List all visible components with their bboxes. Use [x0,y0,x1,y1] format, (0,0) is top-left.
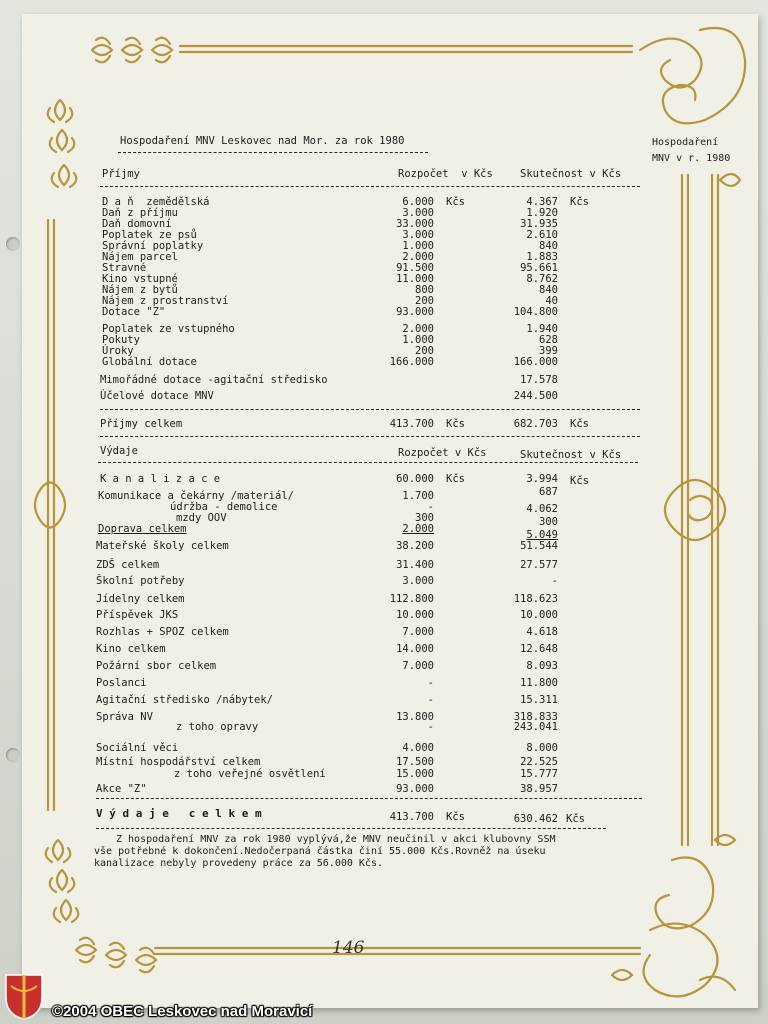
income-row-label: Správní poplatky [102,240,204,252]
income-row-label: Účelové dotace MNV [100,390,214,402]
expense-row-budget: 15.000 [396,768,434,780]
income-row-actual: 4.367 [526,196,558,208]
income-row-actual: 104.800 [513,306,558,318]
expense-total-label: V ý d a j e c e l k e m [96,807,262,820]
expense-row-label: Rozhlas + SPOZ celkem [96,626,229,638]
expense-row-actual: 8.093 [526,660,558,672]
income-row-label: Pokuty [102,334,140,346]
expense-row-actual: 3.994 [526,473,558,485]
expense-row-actual: 4.062 [526,503,558,515]
income-header-rule [100,186,640,187]
expense-row-label: mzdy OOV [176,512,227,524]
income-row-budget: 800 [415,284,434,296]
note-line-1: Z hospodaření MNV za rok 1980 vyplývá,že MNV neučinil v akci klubovny SSM [116,834,556,845]
income-row-label: Poplatek ze psů [102,229,197,241]
expense-row-label: Poslanci [96,677,147,689]
income-row-label: Kino vstupné [102,273,178,285]
income-row-label: Nájem z prostranství [102,295,229,307]
income-row-budget: 200 [415,295,434,307]
expense-row-budget: 7.000 [402,626,434,638]
expense-row-budget: 13.800 [396,711,434,723]
coat-of-arms-icon [3,972,47,1020]
income-header-budget: Rozpočet v Kčs [398,168,493,180]
expense-row-actual: 15.311 [520,694,558,706]
expense-total-rule-top [96,798,642,799]
expense-row-budget-currency: Kčs [446,473,465,485]
income-row-actual: 840 [539,240,558,252]
income-row-label: Nájem z bytů [102,284,178,296]
expense-row-budget: 10.000 [396,609,434,621]
income-row-actual: 31.935 [520,218,558,230]
income-row-actual: 8.762 [526,273,558,285]
document-title: Hospodaření MNV Leskovec nad Mor. za rok 1980 [120,135,405,147]
page-number: 146 [332,938,365,958]
income-row-budget-currency: Kčs [446,196,465,208]
expense-row-label: Požární sbor celkem [96,660,217,672]
income-row-actual: 1.883 [526,251,558,263]
income-row-actual: 244.500 [513,390,558,402]
income-row-budget: 93.000 [396,306,434,318]
expense-row-budget: 38.200 [396,540,434,552]
expense-row-budget: 1.700 [402,490,434,502]
income-header-actual: Skutečnost v Kčs [520,168,622,180]
expense-row-label: Sociální věci [96,742,179,754]
income-row-budget: 3.000 [402,207,434,219]
expense-row-label: Místní hospodářství celkem [96,756,261,768]
expense-row-budget: 93.000 [396,783,434,795]
expense-total-actual: 630.462 [513,813,558,825]
income-row-budget: 1.000 [402,240,434,252]
income-row-label: Úroky [102,345,134,357]
expense-row-label: Příspěvek JKS [96,609,179,621]
expense-total-rule-bottom [96,828,606,829]
expense-header-budget: Rozpočet v Kčs [398,447,487,459]
expense-header-label: Výdaje [100,445,138,457]
expense-row-actual: 687 [539,486,558,498]
expense-row-label: údržba - demolice [170,501,278,513]
expense-row-actual: 118.623 [513,593,558,605]
income-row-actual: 399 [539,345,558,357]
expense-row-label: Školní potřeby [96,575,185,587]
income-total-actual: 682.703 [513,418,558,430]
expense-row-budget: 17.500 [396,756,434,768]
expense-row-label: Správa NV [96,711,153,723]
expense-row-budget: - [427,694,434,706]
income-total-actual-currency: Kčs [570,418,589,430]
expense-row-label: Komunikace a čekárny /materiál/ [98,490,294,502]
income-row-label: Daň z příjmu [102,207,178,219]
expense-row-label: Mateřské školy celkem [96,540,229,552]
income-row-actual: 2.610 [526,229,558,241]
income-row-budget: 200 [415,345,434,357]
income-row-label: Nájem parcel [102,251,178,263]
side-heading-line2: MNV v r. 1980 [652,153,731,164]
income-row-actual: 840 [539,284,558,296]
expense-row-label: z toho veřejné osvětlení [174,768,326,780]
income-row-budget: 1.000 [402,334,434,346]
income-row-budget: 2.000 [402,323,434,335]
expense-row-actual: 51.544 [520,540,558,552]
expense-row-budget: 4.000 [402,742,434,754]
expense-row-actual: 15.777 [520,768,558,780]
expense-row-actual: 10.000 [520,609,558,621]
expense-row-label: K a n a l i z a c e [100,473,221,485]
expense-row-label: Doprava celkem [98,523,187,535]
expense-row-budget: - [427,501,434,513]
expense-row-actual: 27.577 [520,559,558,571]
expense-row-actual: - [551,575,558,587]
income-row-actual-currency: Kčs [570,196,589,208]
expense-row-budget: 2.000 [402,523,434,535]
income-row-actual: 166.000 [513,356,558,368]
copyright-footer: ©2004 OBEC Leskovec nad Moravicí [52,1003,313,1020]
expense-total-actual-currency: Kčs [566,813,585,825]
income-total-rule-top [100,409,640,410]
expense-header-rule [98,462,638,463]
expense-row-budget: 14.000 [396,643,434,655]
income-header-label: Příjmy [102,168,140,180]
title-underline [118,152,428,153]
expense-row-label: Jídelny celkem [96,593,185,605]
expense-row-budget: 3.000 [402,575,434,587]
expense-header-actual: Skutečnost v Kčs [520,449,622,461]
income-row-actual: 1.940 [526,323,558,335]
expense-row-budget: - [427,677,434,689]
expense-row-actual: 243.041 [513,721,558,733]
expense-row-label: Agitační středisko /nábytek/ [96,694,274,706]
expense-total-budget-currency: Kčs [446,811,465,823]
income-row-actual: 628 [539,334,558,346]
income-row-actual: 17.578 [520,374,558,386]
expense-row-actual: 11.800 [520,677,558,689]
expense-row-actual-currency: Kčs [570,475,589,487]
income-row-budget: 33.000 [396,218,434,230]
income-row-actual: 95.661 [520,262,558,274]
income-row-label: Dotace "Z" [102,306,166,318]
expense-row-actual: 12.648 [520,643,558,655]
income-row-label: Mimořádné dotace -agitační středisko [100,374,328,386]
expense-row-actual: 22.525 [520,756,558,768]
income-total-rule-bottom [100,436,640,437]
expense-row-budget: 60.000 [396,473,434,485]
income-row-budget: 91.500 [396,262,434,274]
income-row-label: Stravné [102,262,147,274]
expense-row-actual: 300 [539,516,558,528]
income-row-actual: 40 [545,295,558,307]
expense-row-actual: 318.833 [513,711,558,723]
income-row-budget: 11.000 [396,273,434,285]
side-heading-line1: Hospodaření [652,137,719,148]
income-row-budget: 3.000 [402,229,434,241]
income-total-label: Příjmy celkem [100,418,183,430]
income-row-label: Poplatek ze vstupného [102,323,235,335]
income-row-label: Globální dotace [102,356,197,368]
expense-row-label: z toho opravy [176,721,259,733]
expense-row-label: Akce "Z" [96,783,147,795]
income-row-label: D a ň zemědělská [102,196,210,208]
expense-row-label: Kino celkem [96,643,166,655]
income-row-budget: 166.000 [389,356,434,368]
income-total-budget-currency: Kčs [446,418,465,430]
note-line-2: vše potřebné k dokončení.Nedočerpaná částka činí 55.000 Kčs.Rovněž na úseku [94,846,546,857]
income-row-budget: 6.000 [402,196,434,208]
expense-row-label: ZDŠ celkem [96,559,160,571]
expense-row-budget: 300 [415,512,434,524]
expense-row-actual: 5.049 [526,529,558,541]
expense-row-actual: 4.618 [526,626,558,638]
expense-row-budget: - [427,721,434,733]
expense-row-budget: 112.800 [389,593,434,605]
income-total-budget: 413.700 [389,418,434,430]
expense-total-budget: 413.700 [389,811,434,823]
expense-row-budget: 31.400 [396,559,434,571]
income-row-actual: 1.920 [526,207,558,219]
note-line-3: kanalizace nebyly provedeny práce za 56.000 Kčs. [94,858,383,869]
income-row-label: Daň domovní [102,218,172,230]
expense-row-actual: 38.957 [520,783,558,795]
income-row-budget: 2.000 [402,251,434,263]
expense-row-actual: 8.000 [526,742,558,754]
expense-row-budget: 7.000 [402,660,434,672]
